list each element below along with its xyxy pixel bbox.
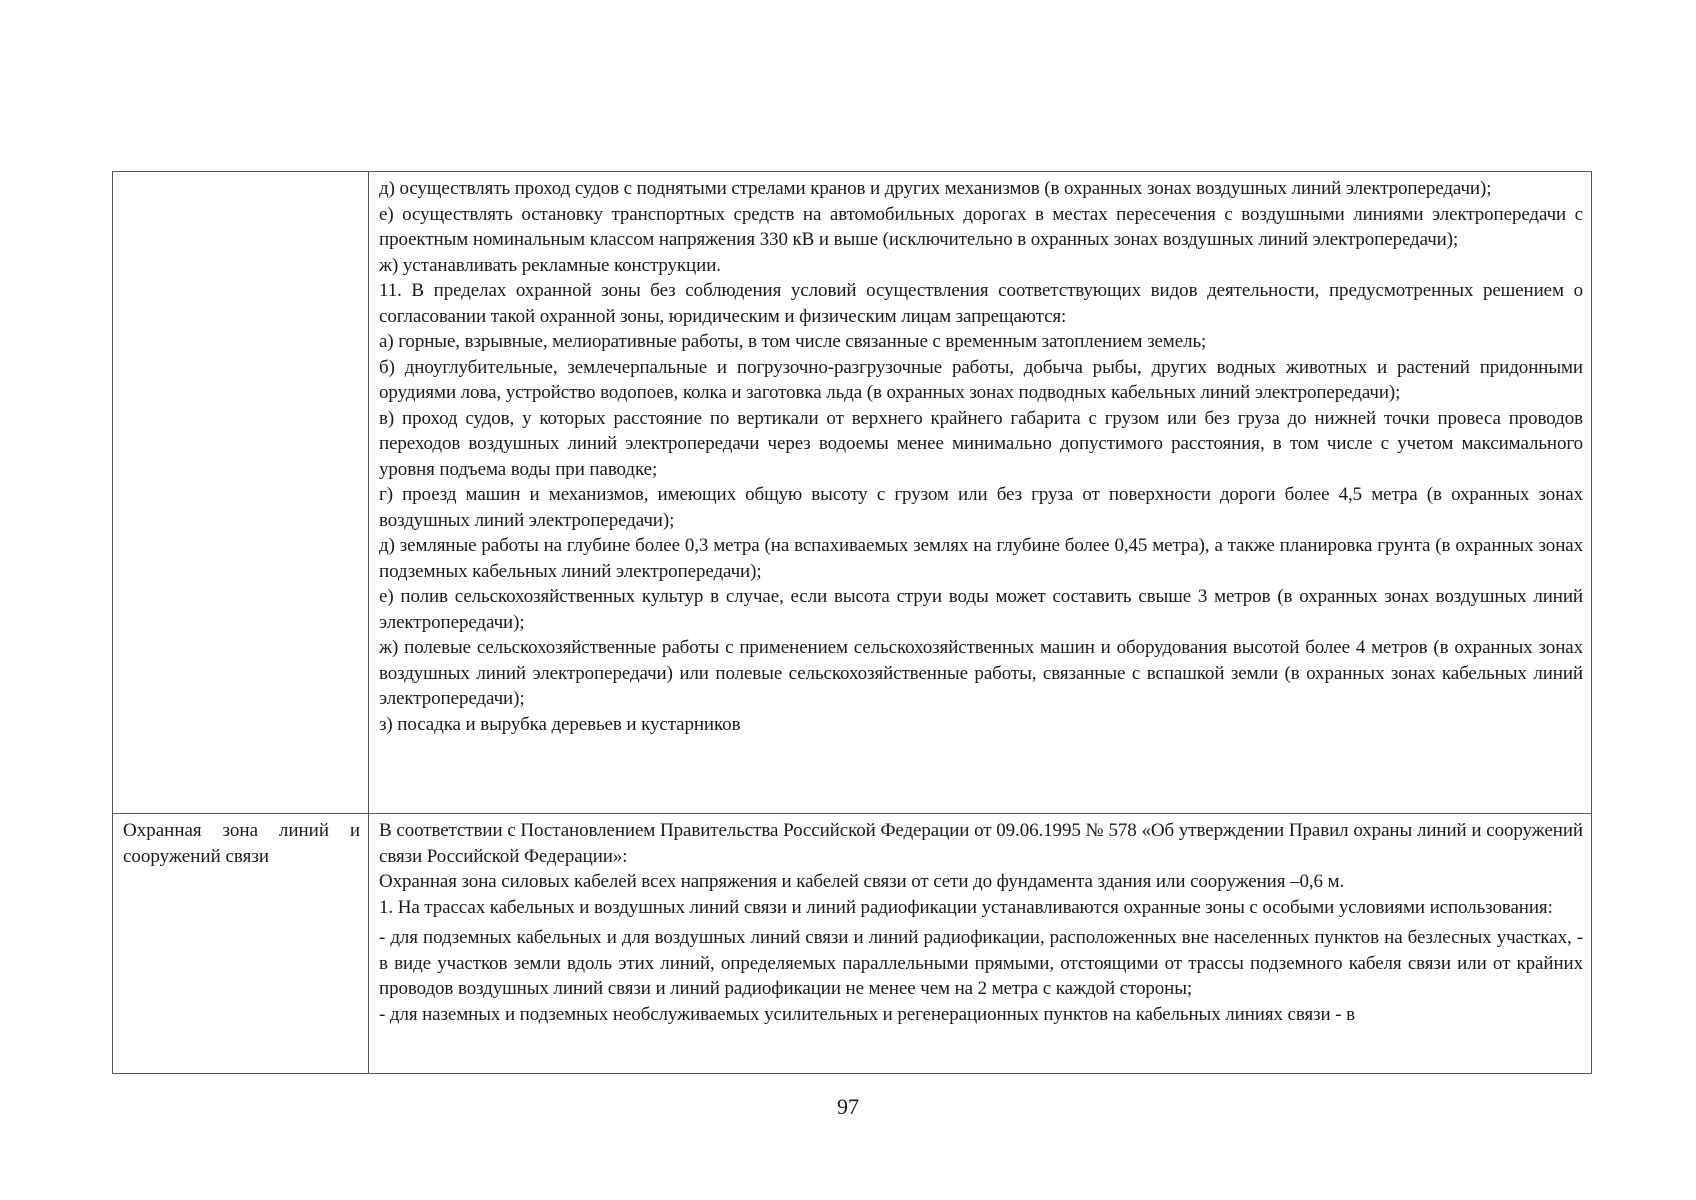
row2-left-label: Охранная зона линий и сооружений связи xyxy=(123,820,360,867)
paragraph: ж) полевые сельскохозяйственные работы с применением сельскохозяйственных машин и оборудования высотой более 4 метров (в охранных зонах воздушных линий электропередачи) или полевые сельскохозяйственные работы, связанные с вспашкой земли (в охранных зонах кабельных линий электропередачи); xyxy=(379,637,1583,709)
paragraph: ж) устанавливать рекламные конструкции. xyxy=(379,254,721,276)
paragraph: в) проход судов, у которых расстояние по вертикали от верхнего крайнего габарита с грузом или без груза до нижней точки провеса проводов переходов воздушных линий электропередачи через водоемы менее минимально допустимого расстояния, в том числе с учетом максимального уровня подъема воды при паводке; xyxy=(379,407,1583,480)
paragraph: - для наземных и подземных необслуживаемых усилительных и регенерационных пунктов на кабельных линиях связи - в xyxy=(379,1003,1356,1025)
paragraph: 11. В пределах охранной зоны без соблюдения условий осуществления соответствующих видов деятельности, предусмотренных решением о согласовании такой охранной зоны, юридическим и физическим лицам запрещаются: xyxy=(379,280,1583,327)
paragraph: Охранная зона силовых кабелей всех напряжения и кабелей связи от сети до фундамента здания или сооружения –0,6 м. xyxy=(379,871,1345,892)
paragraph: г) проезд машин и механизмов, имеющих общую высоту с грузом или без груза от поверхности дороги более 4,5 метра (в охранных зонах воздушных линий электропередачи); xyxy=(379,484,1583,531)
paragraph: а) горные, взрывные, мелиоративные работы, в том числе связанные с временным затоплением земель; xyxy=(379,331,1207,352)
row1-left-cell xyxy=(113,172,369,814)
paragraph: - для подземных кабельных и для воздушных линий связи и линий радиофикации, расположенных вне населенных пунктов на безлесных участках, - в виде участков земли вдоль этих линий, определяемых параллельными прямыми, отстоящими от трассы подземного кабеля связи или от крайних проводов воздушных линий связи и линий радиофикации не менее чем на 2 метра с каждой стороны; xyxy=(379,927,1583,999)
page-number: 97 xyxy=(837,1094,859,1119)
row1-right-cell xyxy=(369,172,1591,814)
paragraph: з) посадка и вырубка деревьев и кустарников xyxy=(379,713,741,735)
paragraph: е) полив сельскохозяйственных культур в случае, если высота струи воды может составить свыше 3 метров (в охранных зонах воздушных линий электропередачи); xyxy=(379,586,1583,633)
paragraph: В соответствии с Постановлением Правительства Российской Федерации от 09.06.1995 № 578 «Об утверждении Правил охраны линий и сооружений связи Российской Федерации»: xyxy=(379,820,1583,867)
paragraph: е) осуществлять остановку транспортных средств на автомобильных дорогах в местах пересечения с воздушными линиями электропередачи с проектным номинальным классом напряжения 330 кВ и выше (исключительно в охранных зонах воздушных линий электропередачи); xyxy=(379,203,1583,250)
row2-right-cell xyxy=(369,814,1591,1073)
regulation-table xyxy=(112,171,1592,1074)
paragraph: д) земляные работы на глубине более 0,3 метра (на вспахиваемых землях на глубине более 0,45 метра), а также планировка грунта (в охранных зонах подземных кабельных линий электропередачи); xyxy=(379,535,1583,582)
paragraph: 1. На трассах кабельных и воздушных линий связи и линий радиофикации устанавливаются охранные зоны с особыми условиями использования: xyxy=(379,896,1553,918)
paragraph: д) осуществлять проход судов с поднятыми стрелами кранов и других механизмов (в охранных зонах воздушных линий электропередачи); xyxy=(379,178,1492,199)
paragraph: б) дноуглубительные, землечерпальные и погрузочно-разгрузочные работы, добыча рыбы, других водных животных и растений придонными орудиями лова, устройство водопоев, колка и заготовка льда (в охранных зонах подводных кабельных линий электропередачи); xyxy=(379,356,1583,403)
row2-left-cell xyxy=(113,814,369,1073)
